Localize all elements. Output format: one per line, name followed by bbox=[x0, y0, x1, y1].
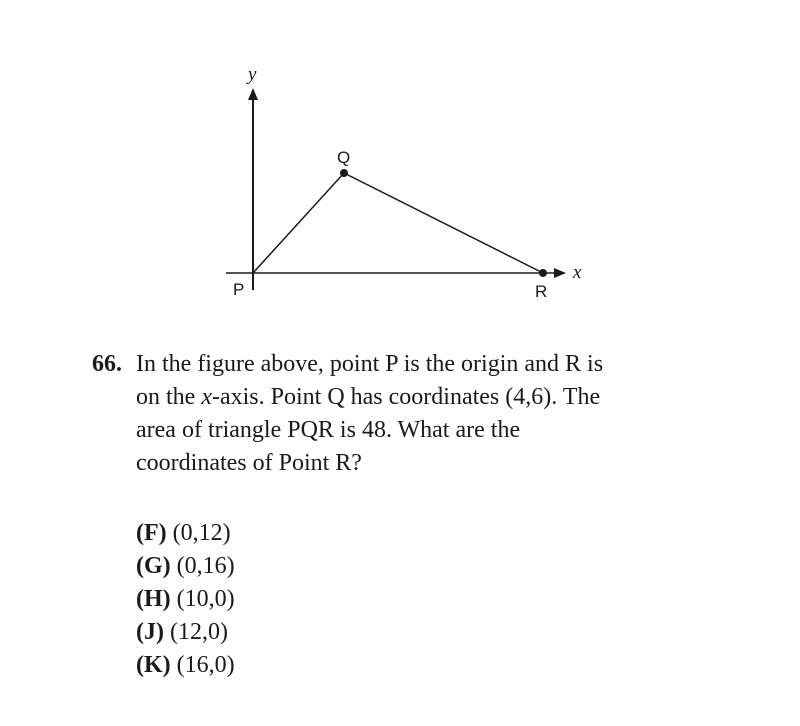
choice-g[interactable] bbox=[136, 550, 235, 583]
choice-f[interactable] bbox=[136, 517, 235, 550]
choice-letter: (G) bbox=[136, 553, 171, 579]
question-line-4: coordinates of Point R? bbox=[136, 450, 362, 476]
choice-letter: (J) bbox=[136, 619, 164, 645]
choice-value: (0,12) bbox=[172, 520, 231, 546]
question-stem bbox=[136, 348, 782, 480]
point-q-dot bbox=[340, 169, 348, 177]
y-axis-label: y bbox=[248, 64, 257, 85]
answer-choices bbox=[136, 517, 235, 682]
point-r-label: R bbox=[535, 282, 548, 301]
axis-variable: x bbox=[201, 384, 212, 410]
choice-value: (0,16) bbox=[176, 553, 235, 579]
choice-value: (10,0) bbox=[176, 586, 235, 612]
choice-value: (12,0) bbox=[169, 619, 228, 645]
triangle-figure bbox=[0, 0, 800, 340]
question-line-1: In the figure above, point P is the origin and R is bbox=[136, 351, 604, 377]
choice-h[interactable] bbox=[136, 583, 235, 616]
side-pq bbox=[253, 173, 344, 273]
question-line-2a: on the bbox=[136, 384, 202, 410]
x-axis-label: x bbox=[573, 262, 582, 283]
question-line-2b: -axis. Point Q has coordinates (4,6). The bbox=[211, 384, 601, 410]
question-number: 66. bbox=[92, 351, 122, 377]
point-p-label: P bbox=[233, 280, 245, 299]
side-qr bbox=[344, 173, 543, 273]
choice-letter: (F) bbox=[136, 520, 167, 546]
point-q-label: Q bbox=[337, 148, 351, 167]
choice-j[interactable] bbox=[136, 616, 235, 649]
question-line-3: area of triangle PQR is 48. What are the bbox=[136, 417, 521, 443]
choice-k[interactable] bbox=[136, 649, 235, 682]
x-axis-arrowhead bbox=[554, 268, 566, 278]
question bbox=[92, 348, 782, 480]
choice-value: (16,0) bbox=[176, 652, 235, 678]
question-line-2 bbox=[136, 381, 782, 414]
choice-letter: (K) bbox=[136, 652, 171, 678]
point-r-dot bbox=[539, 269, 547, 277]
y-axis-arrowhead bbox=[248, 88, 258, 100]
choice-letter: (H) bbox=[136, 586, 171, 612]
